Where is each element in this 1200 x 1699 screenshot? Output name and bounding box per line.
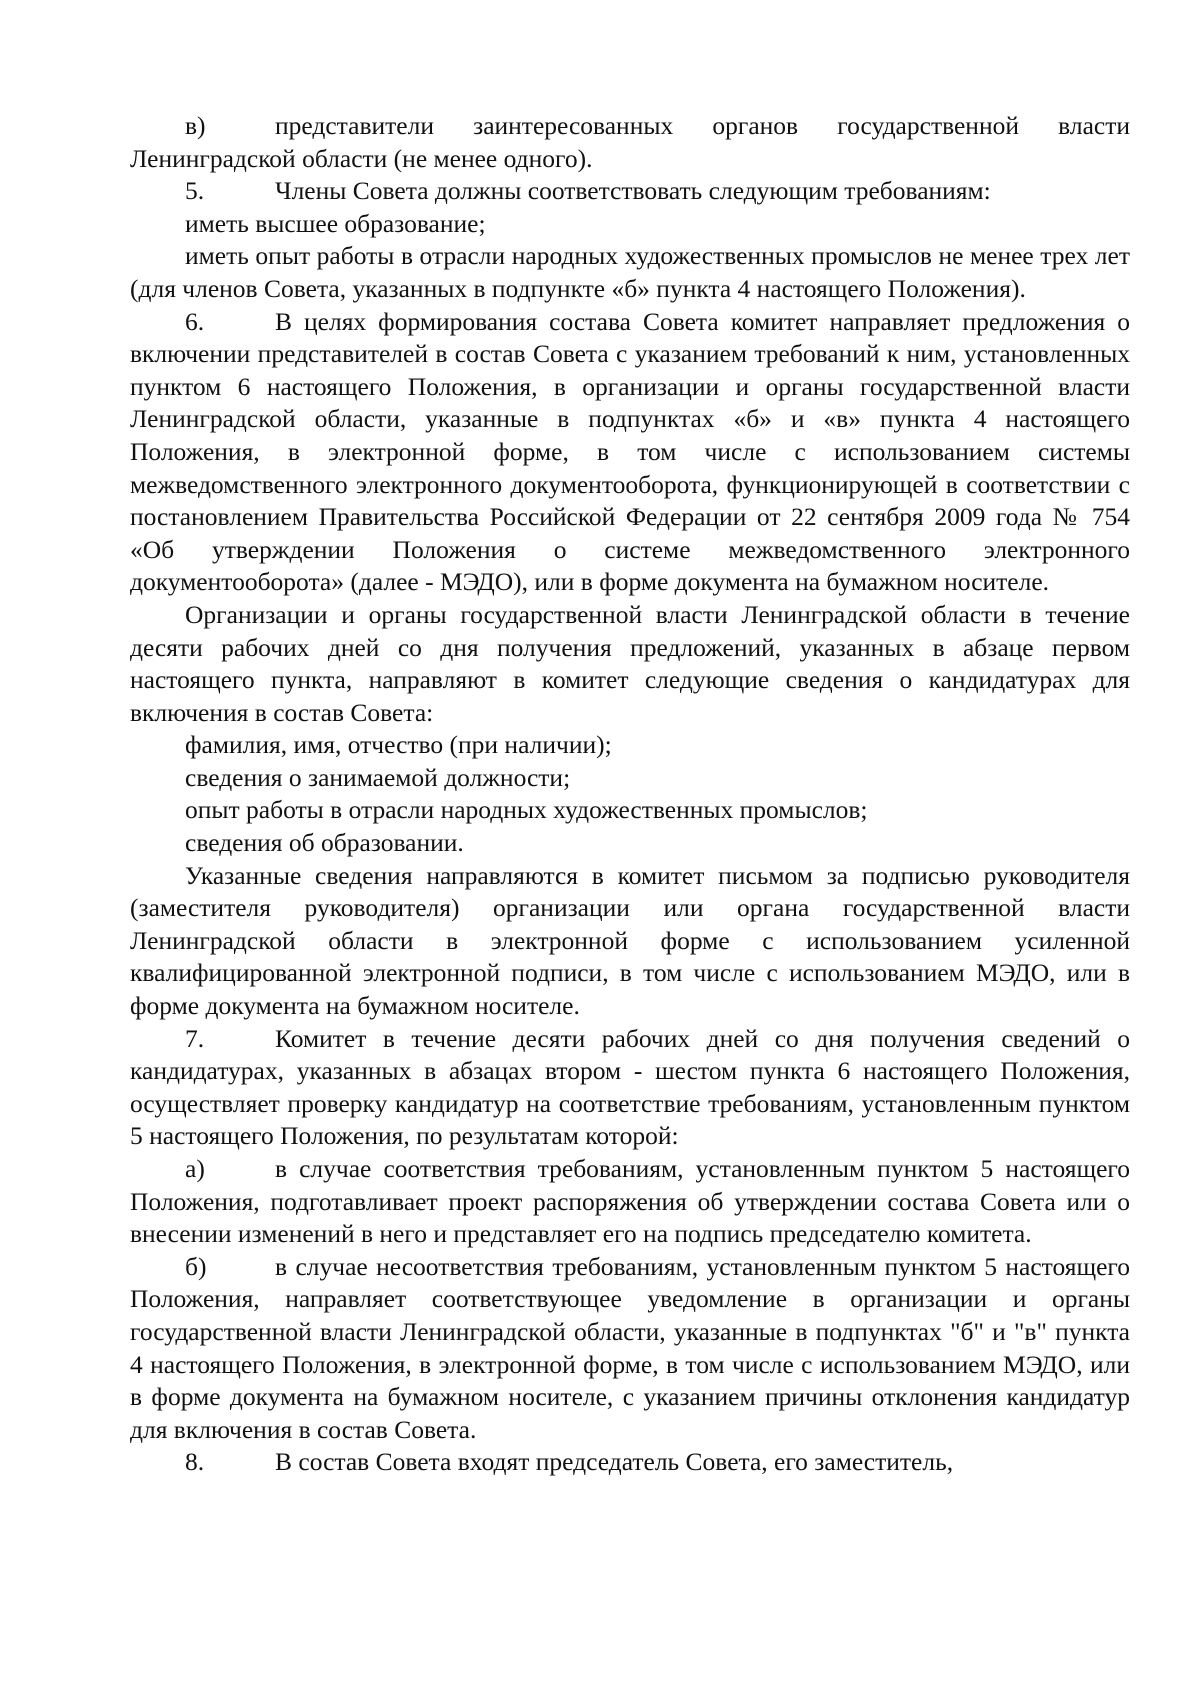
paragraph-8	[130, 1446, 1130, 1479]
paragraph-text: Члены Совета должны соответствовать следующим требованиям:	[275, 176, 991, 206]
paragraph-6	[130, 306, 1130, 599]
paragraph-text: В целях формирования состава Совета комитет направляет предложения о включении представителей в состав Совета с указанием требований к ним, установленных пунктом 6 настоящего Положения, в организации и органы государственной власти Ленинградской области, указанные в подпунктах «б» и «в» пункта 4 настоящего Положения, в электронной форме, в том числе с использованием системы межведомственного электронного документооборота, функционирующей в соответствии с постановлением Правительства Российской Федерации от 22 сентября 2009 года № 754 «Об утверждении Положения о системе межведомственного электронного документооборота» (далее - МЭДО), или в форме документа на бумажном носителе.	[130, 306, 1130, 597]
paragraph-text: представители заинтересованных органов государственной власти Ленинградской области (не менее одного).	[130, 111, 1130, 173]
paragraph-text: В состав Совета входят председатель Совета, его заместитель,	[275, 1447, 954, 1477]
paragraph-v	[130, 110, 1130, 175]
paragraph-6-abs-7: Указанные сведения направляются в комитет письмом за подписью руководителя (заместителя руководителя) организации или органа государственной власти Ленинградской области в электронной форме с использованием усиленной квалифицированной электронной подписи, в том числе с использованием МЭДО, или в форме документа на бумажном носителе.	[130, 860, 1130, 1021]
item-number: 7.	[185, 1023, 205, 1053]
paragraph-7-b	[130, 1251, 1130, 1447]
paragraph-text: Комитет в течение десяти рабочих дней со дня получения сведений о кандидатурах, указанных в абзацах втором - шестом пункта 6 настоящего Положения, осуществляет проверку кандидатур на соответствие требованиям, установленным пунктом 5 настоящего Положения, по результатам которой:	[130, 1023, 1130, 1151]
item-number: 8.	[185, 1447, 205, 1477]
paragraph-text: в случае несоответствия требованиям, установленным пунктом 5 настоящего Положения, направляет соответствующее уведомление в организации и органы государственной власти Ленинградской области, указанные в подпунктах "б" и "в" пункта 4 настоящего Положения, в электронной форме, в том числе с использованием МЭДО, или в форме документа на бумажном носителе, с указанием причины отклонения кандидатур для включения в состав Совета.	[130, 1251, 1130, 1444]
paragraph-7-a	[130, 1153, 1130, 1251]
paragraph-6-abs-6: сведения об образовании.	[185, 828, 464, 858]
item-number: б)	[185, 1251, 207, 1281]
item-number: в)	[185, 111, 206, 140]
paragraph-6-abs-3: фамилия, имя, отчество (при наличии);	[185, 730, 612, 760]
item-number: а)	[185, 1154, 205, 1183]
item-number: 5.	[185, 176, 205, 206]
paragraph-text: в случае соответствия требованиям, установленным пунктом 5 настоящего Положения, подготавливает проект распоряжения об утверждении состава Совета или о внесении изменений в него и представляет его на подпись председателю комитета.	[130, 1154, 1130, 1249]
paragraph-5-req-2: иметь опыт работы в отрасли народных художественных промыслов не менее трех лет (для членов Совета, указанных в подпункте «б» пункта 4 настоящего Положения).	[130, 241, 1130, 303]
paragraph-6-abs-2: Организации и органы государственной власти Ленинградской области в течение десяти рабочих дней со дня получения предложений, указанных в абзаце первом настоящего пункта, направляют в комитет следующие сведения о кандидатурах для включения в состав Совета:	[130, 599, 1130, 727]
paragraph-6-abs-5: опыт работы в отрасли народных художественных промыслов;	[185, 795, 868, 825]
paragraph-7	[130, 1023, 1130, 1153]
paragraph-5-req-1: иметь высшее образование;	[185, 208, 486, 238]
paragraph-6-abs-4: сведения о занимаемой должности;	[185, 762, 571, 792]
item-number: 6.	[185, 306, 205, 336]
paragraph-5	[130, 175, 1130, 208]
